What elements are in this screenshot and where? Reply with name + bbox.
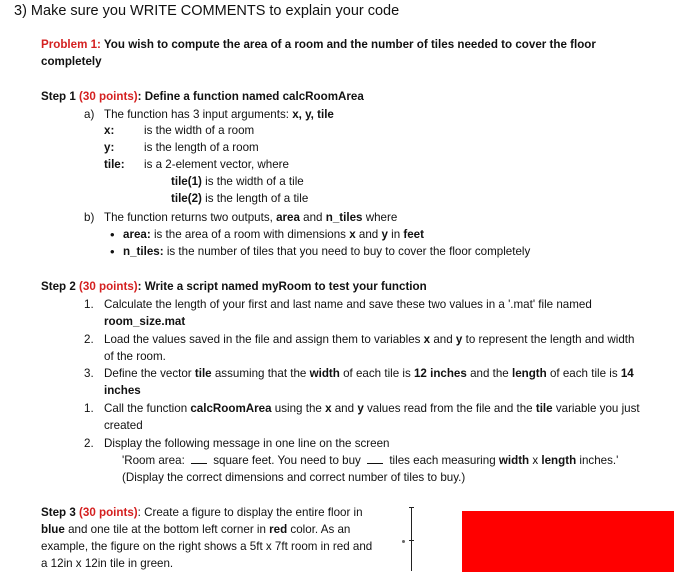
step1-label: Step 1 [41,90,76,103]
item3-a: Define the vector [104,367,195,380]
item3-inches: inches [104,384,141,397]
figure-axis-tick-top [409,507,414,508]
message-line [122,452,618,469]
step3-line-1 [41,504,363,521]
item3-tile: tile [194,367,212,380]
item5-text: Display the following message in one line on the screen [104,437,390,450]
step1-lead: : Define a function named [137,90,283,103]
bullet-2: • [110,244,115,259]
tile1-desc: is the width of a tile [201,175,304,188]
msg-c: tiles each measuring [386,454,499,467]
item4-tile: tile [535,402,553,415]
item4-e: created [104,419,143,432]
msg-a: 'Room area: [122,454,189,467]
item4-line [104,400,640,417]
tile2-line [171,190,308,207]
item3-line [104,365,634,382]
item4-d: variable you just [552,402,640,415]
message-note: (Display the correct dimensions and correct number of tiles to buy.) [122,471,466,484]
item4-y: y [357,402,364,415]
bullet1-key: area: [123,228,151,241]
item4-num: 1. [84,402,94,415]
item4-b: using the [271,402,326,415]
arg-tile-key: tile: [104,158,125,171]
step1-a-line [104,106,334,123]
arg-y-desc: is the length of a room [144,141,259,154]
item3-width: width [309,367,340,380]
step1-b-where: where [362,211,398,224]
figure-marker [402,540,405,543]
item3-num: 3. [84,367,94,380]
step3-line-2 [41,521,350,538]
item4-x: x [325,402,332,415]
arg-tile-desc: is a 2-element vector, where [144,158,289,171]
msg-width: width [498,454,530,467]
item3-c: of each tile is [339,367,414,380]
blank-tiles [367,453,383,464]
arg-x-desc: is the width of a room [144,124,255,137]
figure-axis-tick-mid [409,540,414,541]
figure-axis-line [411,507,412,571]
step3-l2b: color. As an [287,523,351,536]
item3-e: of each tile is [546,367,621,380]
bullet1-y: y [381,228,388,241]
step1-fname: calcRoomArea [282,90,364,103]
bullet1-in: in [387,228,404,241]
item4-a: Call the function [104,402,191,415]
step3-points: (30 points) [79,506,138,519]
step1-b-out2: n_tiles [325,211,363,224]
msg-d: inches.' [576,454,619,467]
page-heading: 3) Make sure you WRITE COMMENTS to explain your code [14,3,400,19]
step2-title [41,278,427,295]
bullet-1: • [110,227,115,242]
problem-line-1 [41,36,596,53]
step2-lead: : Write a script named [137,280,262,293]
problem-text-1: You wish to compute the area of a room and the number of tiles needed to cover the floor [100,38,596,51]
step1-b-text: The function returns two outputs, [104,211,277,224]
item5-num: 2. [84,437,94,450]
step3-blue: blue [41,523,65,536]
item1-file: room_size.mat [104,315,186,328]
step3-label: Step 3 [41,506,76,519]
item4-c: values read from the file and the [363,402,536,415]
item2-c: of the room. [104,350,166,363]
step1-b-line [104,209,397,226]
bullet1-x: x [349,228,356,241]
step2-label: Step 2 [41,280,76,293]
bullet2-key: n_tiles: [123,245,164,258]
step2-points: (30 points) [79,280,138,293]
item2-and: and [430,333,456,346]
step3-red: red [269,523,288,536]
tile1-key: tile(1) [171,175,202,188]
item3-b: assuming that the [211,367,310,380]
msg-b: square feet. You need to buy [210,454,365,467]
item2-y: y [455,333,463,346]
step1-b-marker: b) [84,211,95,224]
step2-sname: myRoom [261,280,312,293]
step1-a-args: x, y, tile [292,108,334,121]
step1-title [41,88,364,105]
tile2-desc: is the length of a tile [201,192,309,205]
step3-l2a: and one tile at the bottom left corner in [64,523,270,536]
item2-a: Load the values saved in the file and assign them to variables [104,333,424,346]
step1-b-out1: area [276,211,300,224]
step3-line-3: example, the figure on the right shows a 5ft x 7ft room in red and [41,540,373,553]
item3-length: length [511,367,547,380]
step1-a-text: The function has 3 input arguments: [104,108,293,121]
blank-area [191,453,207,464]
item3-d: and the [466,367,512,380]
item4-and: and [331,402,358,415]
arg-y-key: y: [104,141,115,154]
bullet2-text: is the number of tiles that you need to buy to cover the floor completely [163,245,531,258]
bullet1-and: and [355,228,382,241]
step1-points: (30 points) [79,90,138,103]
bullet1-text: is the area of a room with dimensions [150,228,350,241]
item1-text: Calculate the length of your first and last name and save these two values in a '.mat' file named [104,298,592,311]
item3-14: 14 [620,367,634,380]
item2-line [104,331,634,348]
item3-12: 12 inches [413,367,467,380]
problem-text-2: completely [41,55,102,68]
step1-a-marker: a) [84,108,95,121]
msg-length: length [541,454,577,467]
arg-x-key: x: [104,124,115,137]
tile1-line [171,173,304,190]
step1-b-and: and [299,211,326,224]
item2-b: to represent the length and width [462,333,635,346]
item4-fn: calcRoomArea [190,402,272,415]
msg-x: x [529,454,542,467]
item2-num: 2. [84,333,94,346]
example-room-figure [462,511,674,572]
item1-num: 1. [84,298,94,311]
step3-line-4: a 12in x 12in tile in green. [41,557,174,570]
bullet1-feet: feet [403,228,424,241]
bullet2-line [123,243,530,260]
step2-lead2: to test your function [311,280,427,293]
tile2-key: tile(2) [171,192,202,205]
problem-label: Problem 1: [41,38,101,51]
step3-lead: : Create a figure to display the entire floor in [137,506,363,519]
bullet1-line [123,226,424,243]
item2-x: x [423,333,431,346]
